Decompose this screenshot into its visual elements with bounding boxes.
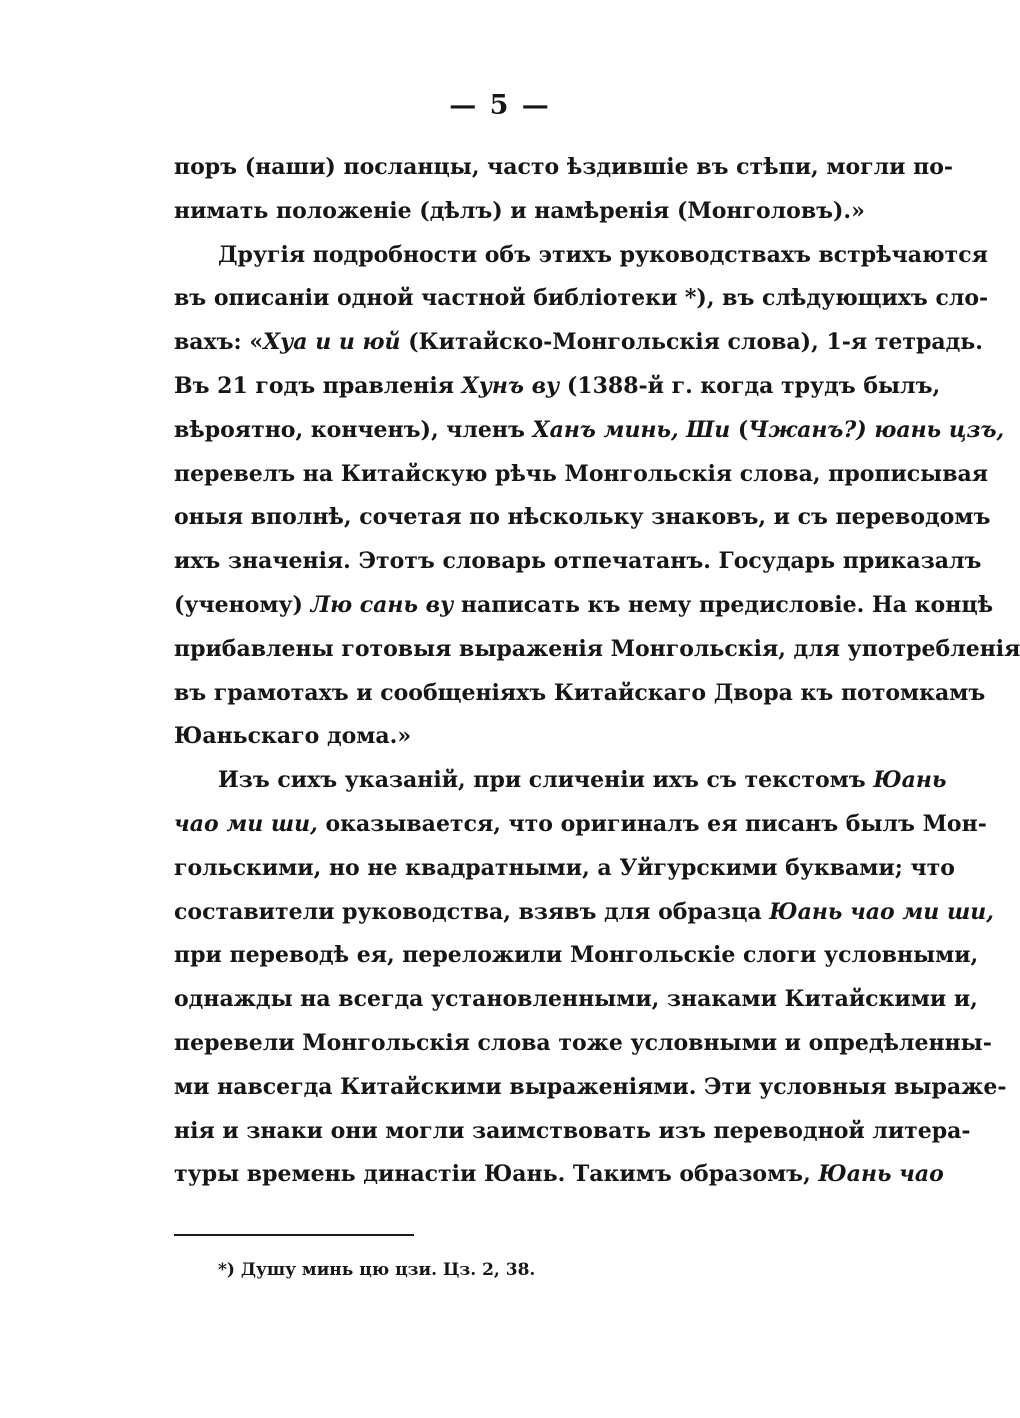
- text-line: [174, 453, 989, 497]
- italic-text: Юань: [873, 767, 947, 794]
- italic-text: Чжанъ?) юань цзъ,: [748, 416, 1005, 443]
- page-number: — 5 —: [449, 90, 551, 121]
- text-line: [174, 584, 994, 628]
- text-line: [174, 628, 1020, 672]
- text-segment: (1388-й г. когда трудъ былъ,: [559, 372, 941, 399]
- text-line: [174, 1022, 992, 1066]
- text-segment: гольскими, но не квадратными, а Уйгурскими буквами; что: [174, 854, 955, 881]
- text-segment: перевели Монгольскія слова тоже условными и опредѣленны-: [174, 1029, 992, 1056]
- footnote-divider: [174, 1234, 414, 1236]
- text-segment: написать къ нему предисловіе. На концѣ: [453, 591, 994, 618]
- body-text: [174, 146, 1020, 1197]
- italic-text: Хунъ ву: [461, 372, 560, 399]
- text-segment: вахъ: «: [174, 329, 264, 356]
- italic-text: Лю сань ву: [310, 591, 454, 618]
- italic-text: Хуа и и юй: [263, 329, 401, 356]
- text-line: [174, 934, 979, 978]
- text-line: [174, 715, 880, 759]
- text-segment: ми навсегда Китайскими выраженіями. Эти условныя выраже-: [174, 1073, 1007, 1100]
- text-segment: оныя вполнѣ, сочетая по нѣскольку знаковъ, и съ переводомъ: [174, 504, 991, 531]
- text-line: [174, 409, 1005, 453]
- text-segment: (: [730, 416, 749, 443]
- text-segment: нія и знаки они могли заимствовать изъ переводной литера-: [174, 1117, 971, 1144]
- text-line: [174, 321, 983, 365]
- text-segment: составители руководства, взявъ для образца: [174, 898, 770, 925]
- text-line: [174, 496, 991, 540]
- text-line: [174, 803, 987, 847]
- italic-text: Юань чао: [818, 1161, 944, 1188]
- text-segment: поръ (наши) посланцы, часто ѣздившіе въ стѣпи, могли по-: [174, 154, 954, 180]
- text-line: [174, 672, 986, 716]
- text-segment: Другія подробности объ этихъ руководствахъ встрѣчаются: [218, 241, 988, 268]
- text-segment: вѣроятно, конченъ), членъ: [174, 416, 533, 443]
- text-segment: нимать положеніе (дѣлъ) и намѣренія (Монголовъ).»: [174, 197, 865, 224]
- text-segment: въ описаніи одной частной библіотеки *), въ слѣдующихъ сло-: [174, 285, 989, 312]
- text-line: [174, 365, 941, 409]
- italic-text: чао ми ши,: [174, 810, 318, 837]
- text-line: [174, 847, 955, 891]
- text-line: [174, 146, 954, 190]
- text-segment: (Китайско-Монгольскія слова), 1-я тетрадь.: [400, 329, 983, 356]
- text-line: [174, 277, 989, 321]
- text-segment: однажды на всегда установленными, знаками Китайскими и,: [174, 986, 978, 1013]
- text-segment: туры времень династіи Юань. Такимъ образомъ,: [174, 1161, 819, 1188]
- text-segment: Въ 21 годъ правленія: [174, 372, 462, 399]
- text-segment: ихъ значенія. Этотъ словарь отпечатанъ. Государь приказалъ: [174, 548, 982, 575]
- text-segment: въ грамотахъ и сообщеніяхъ Китайскаго Двора къ потомкамъ: [174, 679, 986, 706]
- text-segment: Изъ сихъ указаній, при сличеніи ихъ съ текстомъ: [218, 767, 874, 794]
- text-segment: (ученому): [174, 591, 311, 618]
- text-line: [174, 540, 982, 584]
- italic-text: Ханъ минь, Ши: [532, 416, 731, 443]
- text-segment: прибавлены готовыя выраженія Монгольскія, для употребленія: [174, 635, 1020, 662]
- text-line: [174, 978, 978, 1022]
- footnote: *) Душу минь цю цзи. Цз. 2, 38.: [218, 1260, 536, 1280]
- text-segment: оказывается, что оригиналъ ея писанъ былъ Мон-: [317, 810, 987, 837]
- text-segment: перевелъ на Китайскую рѣчь Монгольскія слова, прописывая: [174, 460, 989, 487]
- text-segment: при переводѣ ея, переложили Монгольскіе слоги условными,: [174, 942, 979, 969]
- text-line: [174, 891, 994, 935]
- text-line: [174, 190, 880, 234]
- text-line: [174, 1066, 1007, 1110]
- italic-text: Юань чао ми ши,: [769, 898, 994, 925]
- text-line: [174, 1153, 944, 1197]
- text-line: [174, 759, 947, 803]
- text-segment: Юаньскаго дома.»: [174, 723, 412, 750]
- text-line: [174, 234, 988, 278]
- text-line: [174, 1110, 971, 1154]
